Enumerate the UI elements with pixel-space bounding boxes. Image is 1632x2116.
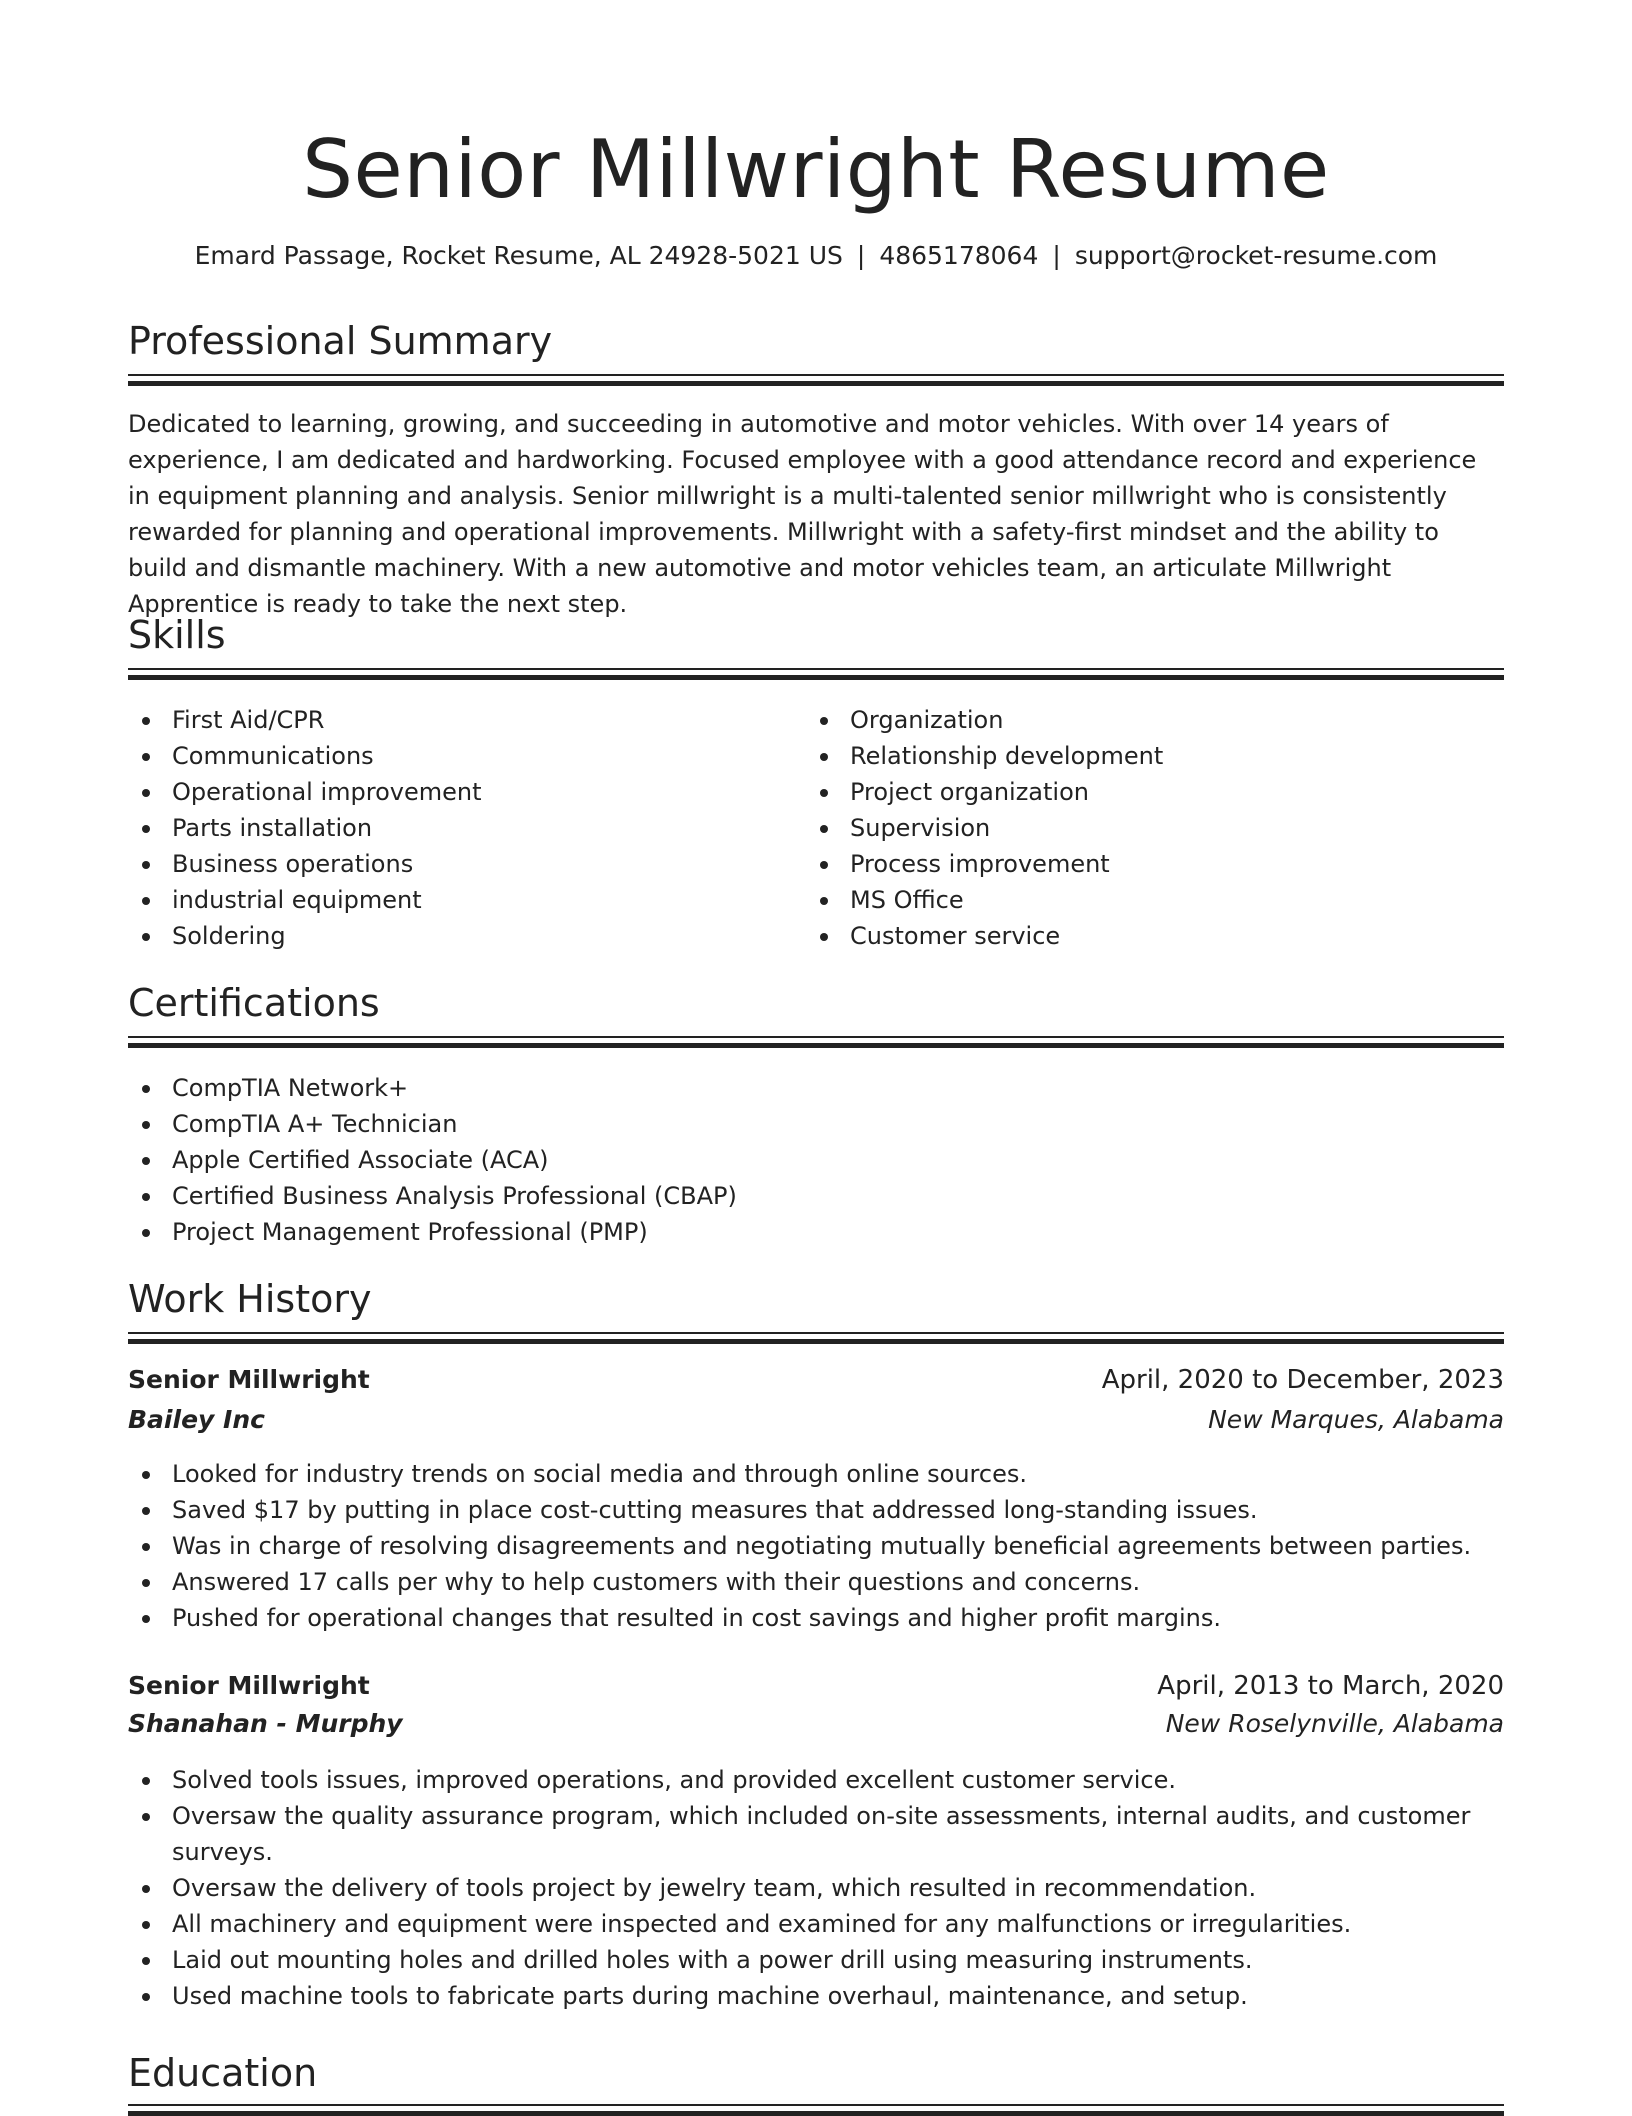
skill-item: Process improvement — [806, 846, 1466, 882]
job-location: New Marques, Alabama — [1208, 1405, 1504, 1434]
job-duty-item: Looked for industry trends on social media and through online sources. — [128, 1456, 1504, 1492]
section-divider — [128, 374, 1504, 386]
job-company: Shanahan - Murphy — [128, 1709, 403, 1738]
certification-item: Apple Certified Associate (ACA) — [128, 1142, 1504, 1178]
section-heading-education: Education — [128, 2051, 318, 2095]
section-heading-summary: Professional Summary — [128, 319, 553, 363]
section-divider — [128, 668, 1504, 680]
contact-address: Emard Passage, Rocket Resume, AL 24928-5021 US — [194, 241, 843, 270]
job-duty-item: Saved $17 by putting in place cost-cutting measures that addressed long-standing issues. — [128, 1492, 1504, 1528]
certification-item: CompTIA Network+ — [128, 1070, 1504, 1106]
job-duty-item: Laid out mounting holes and drilled holes with a power drill using measuring instruments. — [128, 1942, 1504, 1978]
section-heading-work-history: Work History — [128, 1277, 372, 1321]
job-duty-item: Used machine tools to fabricate parts during machine overhaul, maintenance, and setup. — [128, 1978, 1504, 2014]
job-duties-list — [128, 1456, 1504, 1636]
job-location: New Roselynville, Alabama — [1165, 1709, 1504, 1738]
skill-item: MS Office — [806, 882, 1466, 918]
skill-item: Communications — [128, 738, 788, 774]
skill-item: Customer service — [806, 918, 1466, 954]
skill-item: Project organization — [806, 774, 1466, 810]
skill-item: Parts installation — [128, 810, 788, 846]
skills-list-right — [806, 702, 1466, 954]
section-heading-skills: Skills — [128, 613, 226, 657]
job-duties — [128, 1456, 1504, 1636]
skills-column-left — [128, 702, 788, 954]
certification-item: Project Management Professional (PMP) — [128, 1214, 1504, 1250]
skill-item: Operational improvement — [128, 774, 788, 810]
job-duty-item: Was in charge of resolving disagreements and negotiating mutually beneficial agreements between parties. — [128, 1528, 1504, 1564]
job-duty-item: Oversaw the delivery of tools project by jewelry team, which resulted in recommendation. — [128, 1870, 1504, 1906]
section-divider — [128, 1036, 1504, 1048]
contact-phone: 4865178064 — [879, 241, 1039, 270]
contact-line — [128, 236, 1504, 276]
job-title: Senior Millwright — [128, 1671, 370, 1700]
job-company: Bailey Inc — [128, 1405, 265, 1434]
section-divider — [128, 2104, 1504, 2116]
certifications-list — [128, 1070, 1504, 1250]
job-duty-item: All machinery and equipment were inspected and examined for any malfunctions or irregularities. — [128, 1906, 1504, 1942]
job-header — [128, 1668, 1504, 1748]
skill-item: Organization — [806, 702, 1466, 738]
section-heading-certifications: Certifications — [128, 981, 380, 1025]
certifications-block — [128, 1070, 1504, 1250]
contact-separator: | — [1052, 241, 1061, 270]
job-duties-list — [128, 1762, 1504, 2014]
contact-email[interactable]: support@rocket-resume.com — [1074, 241, 1438, 270]
job-header — [128, 1362, 1504, 1442]
section-divider — [128, 1332, 1504, 1344]
skill-item: Relationship development — [806, 738, 1466, 774]
skill-item: industrial equipment — [128, 882, 788, 918]
job-duty-item: Pushed for operational changes that resulted in cost savings and higher profit margins. — [128, 1600, 1504, 1636]
certification-item: CompTIA A+ Technician — [128, 1106, 1504, 1142]
job-dates: April, 2020 to December, 2023 — [1101, 1365, 1504, 1395]
skill-item: Soldering — [128, 918, 788, 954]
job-duties — [128, 1762, 1504, 2014]
summary-text: Dedicated to learning, growing, and succeeding in automotive and motor vehicles. With over 14 years of experience, I am dedicated and hardworking. Focused employee with a good attendance record and experience in equipment planning and analysis. Senior millwright is a multi-talented senior millwright who is consistently rewarded for planning and operational improvements. Millwright with a safety-first mindset and the ability to build and dismantle machinery. With a new automotive and motor vehicles team, an articulate Millwright Apprentice is ready to take the next step. — [128, 410, 1477, 618]
skill-item: Supervision — [806, 810, 1466, 846]
skills-list-left — [128, 702, 788, 954]
skill-item: Business operations — [128, 846, 788, 882]
resume-title: Senior Millwright Resume — [302, 123, 1330, 216]
skill-item: First Aid/CPR — [128, 702, 788, 738]
job-duty-item: Oversaw the quality assurance program, which included on-site assessments, internal audits, and customer surveys. — [128, 1798, 1504, 1870]
job-dates: April, 2013 to March, 2020 — [1157, 1671, 1504, 1701]
job-title: Senior Millwright — [128, 1365, 370, 1394]
certification-item: Certified Business Analysis Professional (CBAP) — [128, 1178, 1504, 1214]
job-duty-item: Solved tools issues, improved operations, and provided excellent customer service. — [128, 1762, 1504, 1798]
job-duty-item: Answered 17 calls per why to help customers with their questions and concerns. — [128, 1564, 1504, 1600]
skills-column-right — [806, 702, 1466, 954]
contact-separator: | — [856, 241, 866, 270]
